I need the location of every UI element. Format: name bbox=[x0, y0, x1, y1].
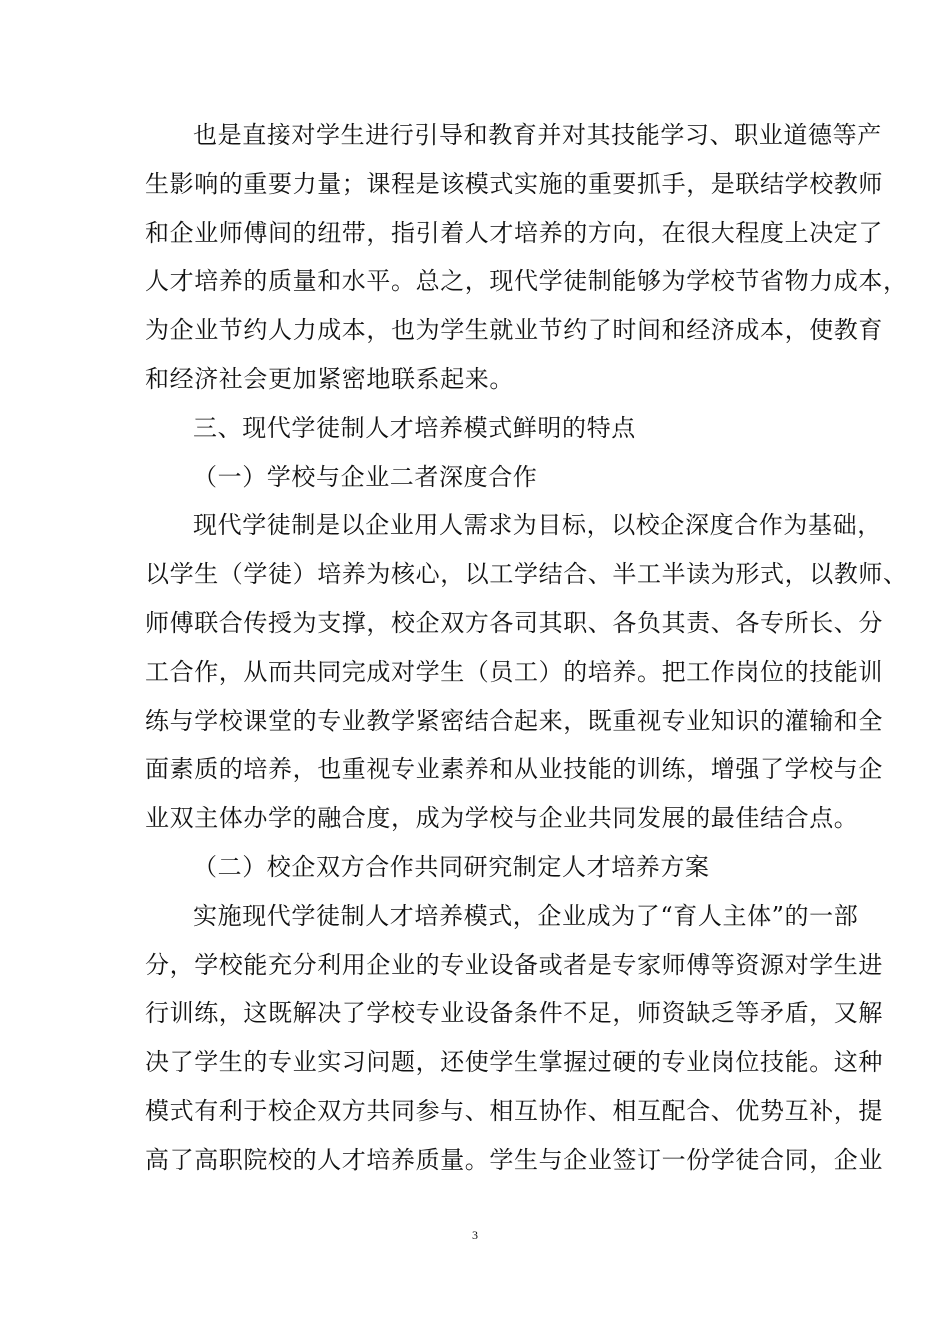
paragraph-line: 以学生（学徒）培养为核心，以工学结合、半工半读为形式，以教师、 bbox=[145, 560, 908, 589]
subsection-heading: （一）学校与企业二者深度合作 bbox=[193, 462, 538, 491]
paragraph-line: 决了学生的专业实习问题，还使学生掌握过硬的专业岗位技能。这种 bbox=[145, 1048, 883, 1077]
paragraph-line: 分，学校能充分利用企业的专业设备或者是专家师傅等资源对学生进 bbox=[145, 950, 883, 979]
paragraph-line: 业双主体办学的融合度，成为学校与企业共同发展的最佳结合点。 bbox=[145, 804, 859, 833]
paragraph-line: 和企业师傅间的纽带，指引着人才培养的方向，在很大程度上决定了 bbox=[145, 218, 883, 247]
subsection-heading: （二）校企双方合作共同研究制定人才培养方案 bbox=[193, 852, 710, 881]
paragraph-line: 工合作，从而共同完成对学生（员工）的培养。把工作岗位的技能训 bbox=[145, 657, 883, 686]
paragraph-line: 练与学校课堂的专业教学紧密结合起来，既重视专业知识的灌输和全 bbox=[145, 706, 883, 735]
paragraph-line: 模式有利于校企双方共同参与、相互协作、相互配合、优势互补，提 bbox=[145, 1096, 883, 1125]
paragraph-line: 行训练，这既解决了学校专业设备条件不足，师资缺乏等矛盾，又解 bbox=[145, 999, 883, 1028]
page-number: 3 bbox=[472, 1228, 478, 1242]
paragraph-line: 实施现代学徒制人才培养模式，企业成为了“育人主体”的一部 bbox=[193, 901, 859, 930]
paragraph-line: 和经济社会更加紧密地联系起来。 bbox=[145, 364, 514, 393]
paragraph-line: 人才培养的质量和水平。总之，现代学徒制能够为学校节省物力成本， bbox=[145, 267, 908, 296]
paragraph-line: 也是直接对学生进行引导和教育并对其技能学习、职业道德等产 bbox=[193, 121, 882, 149]
paragraph-line: 生影响的重要力量；课程是该模式实施的重要抓手，是联结学校教师 bbox=[145, 169, 883, 198]
paragraph-line: 师傅联合传授为支撑，校企双方各司其职、各负其责、各专所长、分 bbox=[145, 608, 883, 637]
body-text bbox=[145, 111, 908, 1185]
paragraph-line: 高了高职院校的人才培养质量。学生与企业签订一份学徒合同，企业 bbox=[145, 1145, 883, 1174]
paragraph-line: 面素质的培养，也重视专业素养和从业技能的训练，增强了学校与企 bbox=[145, 755, 883, 784]
section-heading: 三、现代学徒制人才培养模式鲜明的特点 bbox=[193, 413, 636, 442]
paragraph-line: 现代学徒制是以企业用人需求为目标，以校企深度合作为基础， bbox=[193, 511, 882, 540]
paragraph-line: 为企业节约人力成本，也为学生就业节约了时间和经济成本，使教育 bbox=[145, 316, 883, 345]
